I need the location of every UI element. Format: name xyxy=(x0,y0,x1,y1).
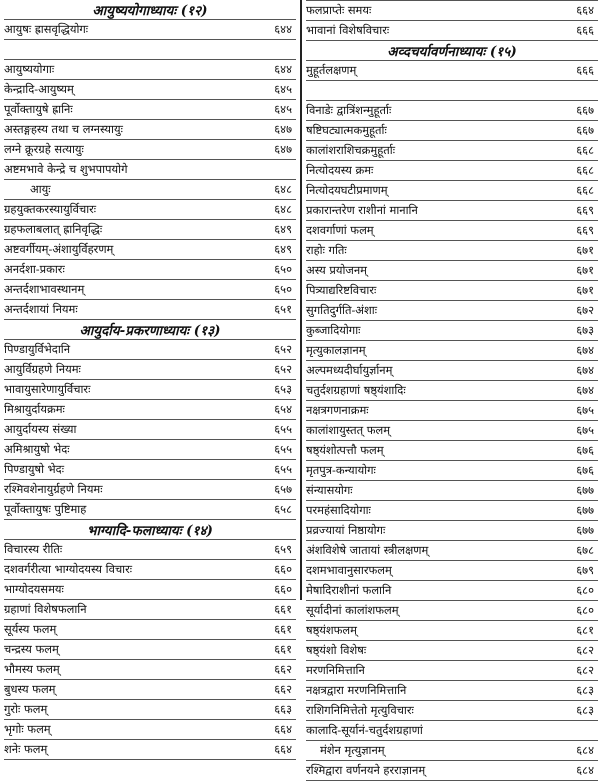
index-entry xyxy=(306,321,598,341)
spacer xyxy=(4,40,296,59)
column-divider xyxy=(300,0,302,600)
index-entry xyxy=(4,700,296,720)
index-entry xyxy=(306,661,598,681)
entry-title: अष्टवर्गीयम्-अंशायुर्विहरणम् xyxy=(4,242,114,256)
index-entry xyxy=(4,19,296,40)
entry-page-number: ६७३ xyxy=(576,323,594,337)
index-entry xyxy=(306,741,598,761)
entry-title: मुहूर्तलक्षणम् xyxy=(306,63,357,77)
entry-page-number: ६७७ xyxy=(576,503,594,517)
entry-title: सुगतिदुर्गति-अंशाः xyxy=(306,303,378,317)
index-entry xyxy=(306,100,598,121)
entry-title: षष्टिघट्यात्मकमुहूर्ताः xyxy=(306,123,387,137)
index-entry xyxy=(4,59,296,80)
entry-title: अमिश्रायुषो भेदः xyxy=(4,442,70,456)
entry-title: कालांशराशिचक्रमुहूर्ताः xyxy=(306,143,396,157)
entry-page-number: ६४९ xyxy=(274,242,292,256)
entry-title: मृतपुत्र-कन्यायोगः xyxy=(306,463,376,477)
entry-title: शनेः फलम् xyxy=(4,742,48,756)
entry-title: परमहंसादियोगाः xyxy=(306,503,371,517)
index-entry xyxy=(306,481,598,501)
index-entry xyxy=(4,740,296,760)
entry-title: मरणनिमित्तानि xyxy=(306,663,365,677)
entry-title: ग्रहाणां विशेषफलानि xyxy=(4,602,87,616)
entry-title: राहोः गतिः xyxy=(306,243,347,257)
entry-page-number: ६७४ xyxy=(576,343,594,357)
entry-page-number: ६७७ xyxy=(576,483,594,497)
index-entry xyxy=(306,701,598,721)
entry-title: दशमभावानुसारफलम् xyxy=(306,563,392,577)
entry-page-number: ६६२ xyxy=(274,662,292,676)
index-entry xyxy=(4,680,296,700)
entry-title: पिण्डायुर्विभेदानि xyxy=(4,342,71,356)
entry-page-number: ६७२ xyxy=(576,303,594,317)
entry-page-number: ६६४ xyxy=(274,722,292,736)
entry-title: भौमस्य फलम् xyxy=(4,662,60,676)
entry-page-number: ६६१ xyxy=(274,642,292,656)
entry-page-number: ६५१ xyxy=(274,302,292,316)
index-entry xyxy=(306,761,598,781)
entry-group xyxy=(4,19,296,40)
index-entry xyxy=(306,521,598,541)
entry-title: सूर्यस्य फलम् xyxy=(4,622,57,636)
index-entry xyxy=(4,460,296,480)
entry-page-number: ६६१ xyxy=(274,622,292,636)
entry-title: षष्ठ्यंशो विशेषः xyxy=(306,643,367,657)
entry-page-number: ६४४ xyxy=(274,62,292,76)
entry-title: पिण्डायुषो भेदः xyxy=(4,462,64,476)
entry-page-number: ६४४ xyxy=(274,22,292,36)
index-entry xyxy=(4,620,296,640)
index-entry xyxy=(306,721,598,741)
entry-page-number: ६८१ xyxy=(576,623,594,637)
entry-page-number: ६७८ xyxy=(576,543,594,557)
entry-page-number: ६७४ xyxy=(576,363,594,377)
entry-page-number: ६५५ xyxy=(274,442,292,456)
entry-group xyxy=(306,100,598,781)
entry-title: रश्मिद्वारा वर्णनयने हरराज्ञानम् xyxy=(306,763,426,777)
entry-title: षष्ठ्यंशोत्पत्तौ फलम् xyxy=(306,443,384,457)
entry-page-number: ६५८ xyxy=(274,502,292,516)
index-entry xyxy=(306,421,598,441)
entry-page-number: ६७४ xyxy=(576,383,594,397)
entry-title: लग्ने क्रूरग्रहे सत्यायुः xyxy=(4,142,84,156)
entry-page-number: ६७६ xyxy=(576,463,594,477)
entry-page-number: ६४८ xyxy=(274,182,292,196)
index-entry xyxy=(306,381,598,401)
index-entry xyxy=(4,720,296,740)
entry-title: नित्योदयस्य क्रमः xyxy=(306,163,374,177)
entry-page-number: ६७१ xyxy=(576,283,594,297)
entry-page-number: ६४७ xyxy=(274,122,292,136)
entry-title: पूर्वोक्तायुषः पुष्टिमाह xyxy=(4,502,87,516)
entry-title: आयुः xyxy=(30,182,51,196)
entry-title: पित्र्याद्यरिष्टविचारः xyxy=(306,283,377,297)
entry-page-number: ६७७ xyxy=(576,523,594,537)
index-entry xyxy=(4,100,296,120)
index-entry xyxy=(4,360,296,380)
entry-title: नित्योदयघटीप्रमाणम् xyxy=(306,183,388,197)
index-entry xyxy=(4,400,296,420)
index-entry xyxy=(4,220,296,240)
entry-page-number: ६६७ xyxy=(576,103,594,117)
entry-title: फलप्राप्तेः समयः xyxy=(306,3,372,17)
entry-title: अंशविशेषे जातायां स्त्रीलक्षणम् xyxy=(306,543,429,557)
spacer xyxy=(306,81,598,100)
entry-page-number: ६५४ xyxy=(274,402,292,416)
entry-title: कुब्जादियोगाः xyxy=(306,323,361,337)
entry-title: चन्द्रस्य फलम् xyxy=(4,642,59,656)
entry-page-number: ६६१ xyxy=(274,602,292,616)
entry-page-number: ६५२ xyxy=(274,362,292,376)
entry-page-number: ६६८ xyxy=(576,143,594,157)
entry-page-number: ६५९ xyxy=(274,542,292,556)
index-entry xyxy=(4,420,296,440)
chapter-heading: अव्दचर्यावर्णनाध्यायः (१५) xyxy=(387,43,517,60)
entry-title: अनर्दशा-प्रकारः xyxy=(4,262,65,276)
entry-page-number: ६४५ xyxy=(274,82,292,96)
entry-title: आयुर्विग्रहणे नियमः xyxy=(4,362,81,376)
entry-title: चतुर्दशग्रहाणां षष्ठ्यंशादिः xyxy=(306,383,406,397)
entry-page-number: ६८४ xyxy=(576,763,594,777)
index-entry xyxy=(4,140,296,160)
index-entry xyxy=(306,461,598,481)
entry-page-number: ६८२ xyxy=(576,643,594,657)
index-entry xyxy=(4,200,296,220)
index-entry xyxy=(306,681,598,701)
entry-title: अन्तर्दशाभावस्थानम् xyxy=(4,282,85,296)
entry-title: प्रकारान्तरेण राशीनां मानानि xyxy=(306,203,418,217)
entry-page-number: ६४७ xyxy=(274,142,292,156)
entry-title: मंशेन मृत्युज्ञानम् xyxy=(320,743,385,757)
entry-title: पूर्वोक्तायुषे ह्रानिः xyxy=(4,102,73,116)
entry-page-number: ६४९ xyxy=(274,222,292,236)
index-entry xyxy=(306,221,598,241)
entry-title: दशवर्गरीत्या भाग्योदयस्य विचारः xyxy=(4,562,133,576)
entry-title: अस्तङ्गहस्य तथा च लग्नस्यायुः xyxy=(4,122,123,136)
entry-group xyxy=(306,60,598,81)
entry-page-number: ६५० xyxy=(274,282,292,296)
entry-page-number: ६८० xyxy=(576,603,594,617)
entry-title: ग्रहयुक्तकरस्यायुर्विचारः xyxy=(4,202,97,216)
entry-page-number: ६६० xyxy=(274,582,292,596)
entry-page-number: ६८३ xyxy=(576,683,594,697)
entry-title: केन्द्रादि-आयुष्यम् xyxy=(4,82,74,96)
entry-title: भृगोः फलम् xyxy=(4,722,51,736)
index-entry xyxy=(306,181,598,201)
index-entry xyxy=(306,401,598,421)
entry-title: संन्यासयोगः xyxy=(306,483,353,497)
index-entry xyxy=(4,120,296,140)
index-entry xyxy=(306,501,598,521)
entry-group xyxy=(306,0,598,41)
index-entry xyxy=(306,641,598,661)
index-entry xyxy=(4,500,296,520)
entry-title: आयुष्ययोगाः xyxy=(4,62,55,76)
entry-page-number: ६६९ xyxy=(576,223,594,237)
entry-title: विनाडेः द्वात्रिंशन्मुहूर्ताः xyxy=(306,103,392,117)
entry-title: नक्षत्रगणनाक्रमः xyxy=(306,403,369,417)
entry-title: अन्तर्दशायां नियमः xyxy=(4,302,78,316)
index-entry xyxy=(4,300,296,320)
entry-title: बुधस्य फलम् xyxy=(4,682,56,696)
entry-page-number: ६८३ xyxy=(576,703,594,717)
entry-page-number: ६७६ xyxy=(576,443,594,457)
entry-page-number: ६४८ xyxy=(274,202,292,216)
entry-page-number: ६६६ xyxy=(576,63,594,77)
index-entry xyxy=(4,280,296,300)
index-entry xyxy=(4,660,296,680)
entry-title: रश्मिवशेनायुर्ग्रहणे नियमः xyxy=(4,482,103,496)
entry-page-number: ६६९ xyxy=(576,203,594,217)
entry-title: मिश्रायुर्दायक्रमः xyxy=(4,402,65,416)
entry-group xyxy=(4,539,296,760)
index-entry xyxy=(306,561,598,581)
entry-page-number: ६५५ xyxy=(274,422,292,436)
entry-page-number: ६५० xyxy=(274,262,292,276)
entry-page-number: ६८२ xyxy=(576,663,594,677)
entry-page-number: ६७९ xyxy=(576,563,594,577)
index-entry xyxy=(306,261,598,281)
entry-title: भाग्योदयसमयः xyxy=(4,582,64,596)
index-entry xyxy=(4,339,296,360)
index-entry xyxy=(4,240,296,260)
entry-page-number: ६६४ xyxy=(274,742,292,756)
chapter-heading: भाग्यादि-फलाध्यायः (१४) xyxy=(87,522,213,539)
index-entry xyxy=(306,21,598,41)
index-entry xyxy=(4,480,296,500)
index-entry xyxy=(306,241,598,261)
entry-page-number: ६६२ xyxy=(274,682,292,696)
entry-title: अल्पमध्यदीर्घायुर्ज्ञानम् xyxy=(306,363,393,377)
entry-title: आयुषः ह्रासवृद्धियोगः xyxy=(4,22,89,36)
entry-page-number: ६५३ xyxy=(274,382,292,396)
index-entry xyxy=(306,361,598,381)
entry-page-number: ६५२ xyxy=(274,342,292,356)
index-entry xyxy=(4,260,296,280)
index-entry xyxy=(4,160,296,180)
entry-page-number: ६६७ xyxy=(576,123,594,137)
chapter-heading: आयुष्ययोगाध्यायः (१२) xyxy=(92,2,208,19)
entry-page-number: ६६४ xyxy=(576,3,594,17)
entry-page-number: ६६३ xyxy=(274,702,292,716)
right-column xyxy=(306,0,598,781)
entry-page-number: ६७१ xyxy=(576,243,594,257)
entry-title: नक्षत्रद्वारा मरणनिमित्तानि xyxy=(306,683,407,697)
index-entry xyxy=(4,80,296,100)
entry-page-number: ६७५ xyxy=(576,403,594,417)
entry-title: मेषादिराशीनां फलानि xyxy=(306,583,392,597)
index-entry xyxy=(306,60,598,81)
index-entry xyxy=(4,380,296,400)
index-entry xyxy=(4,600,296,620)
index-entry xyxy=(306,281,598,301)
index-entry xyxy=(4,440,296,460)
entry-page-number: ६८४ xyxy=(576,743,594,757)
chapter-heading: आयुर्दाय-प्रकरणाध्यायः (१३) xyxy=(79,322,221,339)
entry-page-number: ६६० xyxy=(274,562,292,576)
index-entry xyxy=(4,560,296,580)
entry-title: विचारस्य रीतिः xyxy=(4,542,63,556)
entry-title: षष्ठ्यंशफलम् xyxy=(306,623,357,637)
entry-page-number: ६५७ xyxy=(274,482,292,496)
entry-title: अष्टमभावे केन्द्रे च शुभपापयोगे xyxy=(4,162,128,176)
entry-page-number: ६४५ xyxy=(274,102,292,116)
index-entry xyxy=(4,640,296,660)
entry-title: आयुर्दायस्य संख्या xyxy=(4,422,77,436)
entry-title: भावानां विशेषविचारः xyxy=(306,23,390,37)
index-entry xyxy=(306,121,598,141)
index-entry xyxy=(306,141,598,161)
index-entry xyxy=(306,341,598,361)
entry-title: सूर्यादीनां कालांशफलम् xyxy=(306,603,399,617)
entry-title: अस्य प्रयोजनम् xyxy=(306,263,367,277)
entry-title: राशिगनिमित्तेतो मृत्युविचारः xyxy=(306,703,414,717)
index-entry xyxy=(306,441,598,461)
entry-group xyxy=(4,339,296,520)
index-entry xyxy=(306,541,598,561)
entry-page-number: ६८० xyxy=(576,583,594,597)
index-entry xyxy=(306,621,598,641)
entry-title: मृत्युकालज्ञानम् xyxy=(306,343,366,357)
index-entry xyxy=(306,601,598,621)
entry-page-number: ६७५ xyxy=(576,423,594,437)
entry-title: कालांशायुस्तत् फलम् xyxy=(306,423,391,437)
entry-title: कालादि-सूर्यानं-चतुर्दशग्रहाणां xyxy=(306,723,423,737)
index-entry xyxy=(306,0,598,21)
index-entry xyxy=(306,301,598,321)
entry-page-number: ६५५ xyxy=(274,462,292,476)
entry-page-number: ६७१ xyxy=(576,263,594,277)
entry-title: ग्रहफलाबलात् ह्रानिवृद्धिः xyxy=(4,222,103,236)
index-entry xyxy=(4,180,296,200)
left-column xyxy=(4,0,296,760)
entry-group xyxy=(4,59,296,320)
index-entry xyxy=(306,161,598,181)
entry-title: भावायुसारेणायुर्विचारः xyxy=(4,382,91,396)
entry-title: प्रव्रज्यायां निष्ठायोगः xyxy=(306,523,386,537)
index-entry xyxy=(306,201,598,221)
entry-page-number: ६६८ xyxy=(576,183,594,197)
entry-page-number: ६६८ xyxy=(576,163,594,177)
entry-title: दशवर्गाणां फलम् xyxy=(306,223,374,237)
entry-title: गुरोः फलम् xyxy=(4,702,48,716)
entry-page-number: ६६६ xyxy=(576,23,594,37)
index-entry xyxy=(306,581,598,601)
index-entry xyxy=(4,580,296,600)
index-entry xyxy=(4,539,296,560)
